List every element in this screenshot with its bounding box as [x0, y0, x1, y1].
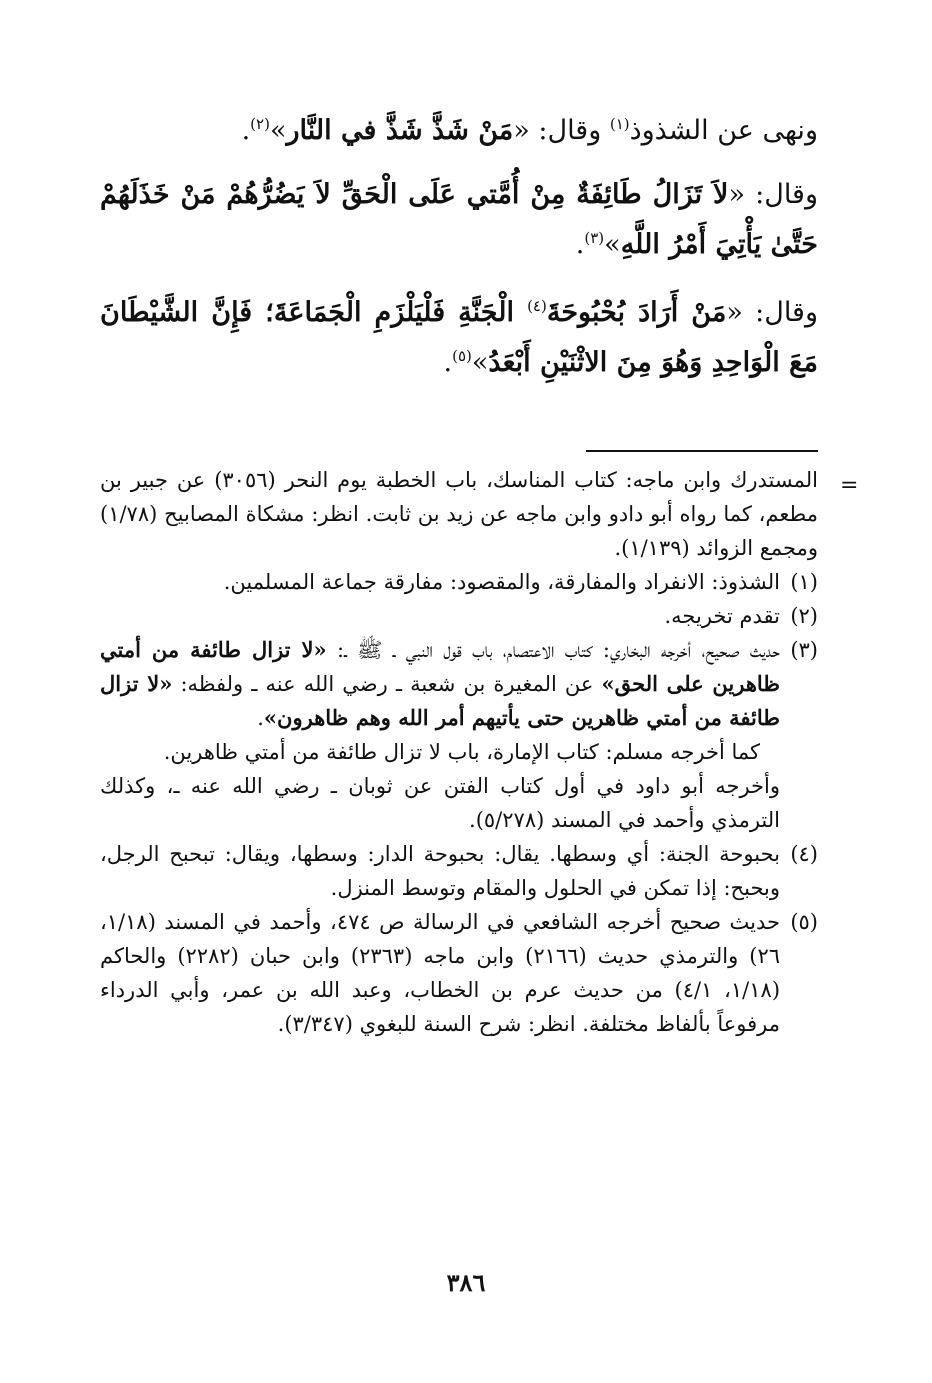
- footnote-1: [100, 565, 818, 599]
- footnote-text: تقدم تخريجه.: [664, 604, 780, 628]
- paragraph-1: [100, 106, 818, 156]
- footnotes: [100, 463, 818, 1041]
- quoted-hadith: «لا تزال طائفة من أمتي ظاهرين على الحق»: [100, 637, 781, 696]
- footnote-separator: [586, 450, 818, 452]
- paragraph-2: [100, 170, 818, 270]
- footnote-ref-3: (٣): [584, 229, 605, 247]
- hadith-text: لاَ تَزَالُ طَائِفَةٌ مِنْ أُمَّتي عَلَى الْحَقِّ لاَ يَضُرُّهُمْ مَنْ خَذَلَهُمْ حَتَّىٰ يَأْتِيَ أَمْرُ اللَّهِ: [100, 179, 818, 260]
- text: عن المغيرة بن شعبة ـ رضي الله عنه ـ ولفظه:: [172, 672, 602, 696]
- text: .: [241, 115, 251, 146]
- footnote-ref-1: (١): [609, 115, 630, 133]
- text: وقال: «: [513, 115, 610, 146]
- footnote-5: [100, 905, 818, 1041]
- text: »: [269, 115, 287, 146]
- text: »: [604, 229, 621, 260]
- hadith-text: مَنْ أَرَادَ بُحْبُوحَةَ: [546, 297, 727, 328]
- footnote-number: (٤): [790, 842, 818, 866]
- footnote-number: (١): [790, 570, 818, 594]
- hadith-text: الْجَنَّةِ فَلْيَلْزَمِ الْجَمَاعَةَ؛ فَإِنَّ الشَّيْطَانَ مَعَ الْوَاحِدِ وَهُوَ مِنَ الاثْنَيْنِ أَبْعَدُ: [100, 297, 818, 378]
- text: .: [575, 229, 585, 260]
- footnote-ref-2: (٢): [250, 115, 270, 133]
- text: وقال: «: [728, 179, 818, 210]
- footnote-text: الشذوذ: الانفراد والمفارقة، والمقصود: مفارقة جماعة المسلمين.: [223, 570, 780, 594]
- footnote-number: (٥): [790, 910, 818, 934]
- text: »: [471, 347, 489, 378]
- footnote-number: (٢): [790, 604, 818, 628]
- footnote-2: [100, 599, 818, 633]
- footnote-3-line-2: كما أخرجه مسلم: كتاب الإمارة، باب لا تزال طائفة من أمتي ظاهرين.: [163, 740, 760, 764]
- footnote-text: حديث صحيح أخرجه الشافعي في الرسالة ص ٤٧٤، وأحمد في المسند (١/١٨، ٢٦) والترمذي حديث (٢١٦٦) وابن ماجه (٢٣٦٣) وابن حبان (٢٢٨٢) والحاكم (١/١٨، ٤/١) من حديث عرم بن الخطاب، وعبد الله بن عمر، وأبي الدرداء مرفوعاً بألفاظ مختلفة. انظر: شرح السنة للبغوي (٣/٣٤٧).: [100, 910, 781, 1036]
- text: وقال: «: [726, 297, 818, 328]
- continuation-mark: =: [840, 473, 859, 498]
- paragraph-3: [100, 288, 818, 388]
- page-number: ٣٨٦: [446, 1268, 486, 1297]
- main-text: [100, 106, 818, 388]
- quoted-hadith: «لا تزال طائفة من أمتي ظاهرين حتى يأتيهم أمر الله وهم ظاهرون»: [100, 671, 780, 730]
- footnote-4: [100, 837, 818, 905]
- footnote-ref-5: (٥): [452, 347, 472, 365]
- hadith-text: مَنْ شَذَّ شَذَّ في النَّار: [286, 115, 514, 146]
- footnote-continuation: المستدرك وابن ماجه: كتاب المناسك، باب الخطبة يوم النحر (٣٠٥٦) عن جبير بن مطعم، كما رواه أبو دادو وابن ماجه عن زيد بن ثابت. انظر: مشكاة المصابيح (١/٧٨) ومجمع الزوائد (١/١٣٩).: [100, 468, 818, 560]
- footnote-text: [100, 633, 780, 735]
- footnote-number: (٣): [790, 638, 818, 662]
- footnote-3: [100, 633, 818, 735]
- footnote-text: بحبوحة الجنة: أي وسطها. يقال: بحبوحة الدار: وسطها، ويقال: تبحبح الرجل، وبحبح: إذا تمكن في الحلول والمقام وتوسط المنزل.: [100, 842, 780, 900]
- text: .: [443, 347, 453, 378]
- footnote-ref-4: (٤): [527, 297, 547, 315]
- footnote-3-line-3: وأخرجه أبو داود في أول كتاب الفتن عن ثوبان ـ رضي الله عنه ـ، وكذلك الترمذي وأحمد في المسند (٥/٢٧٨).: [100, 774, 780, 832]
- text: حديث صحيح، أخرجه البخاري: كتاب الاعتصام، باب قول النبي ـ ﷺ ـ:: [326, 638, 780, 662]
- text: ونهى عن الشذوذ: [629, 115, 818, 146]
- text: .: [257, 706, 264, 730]
